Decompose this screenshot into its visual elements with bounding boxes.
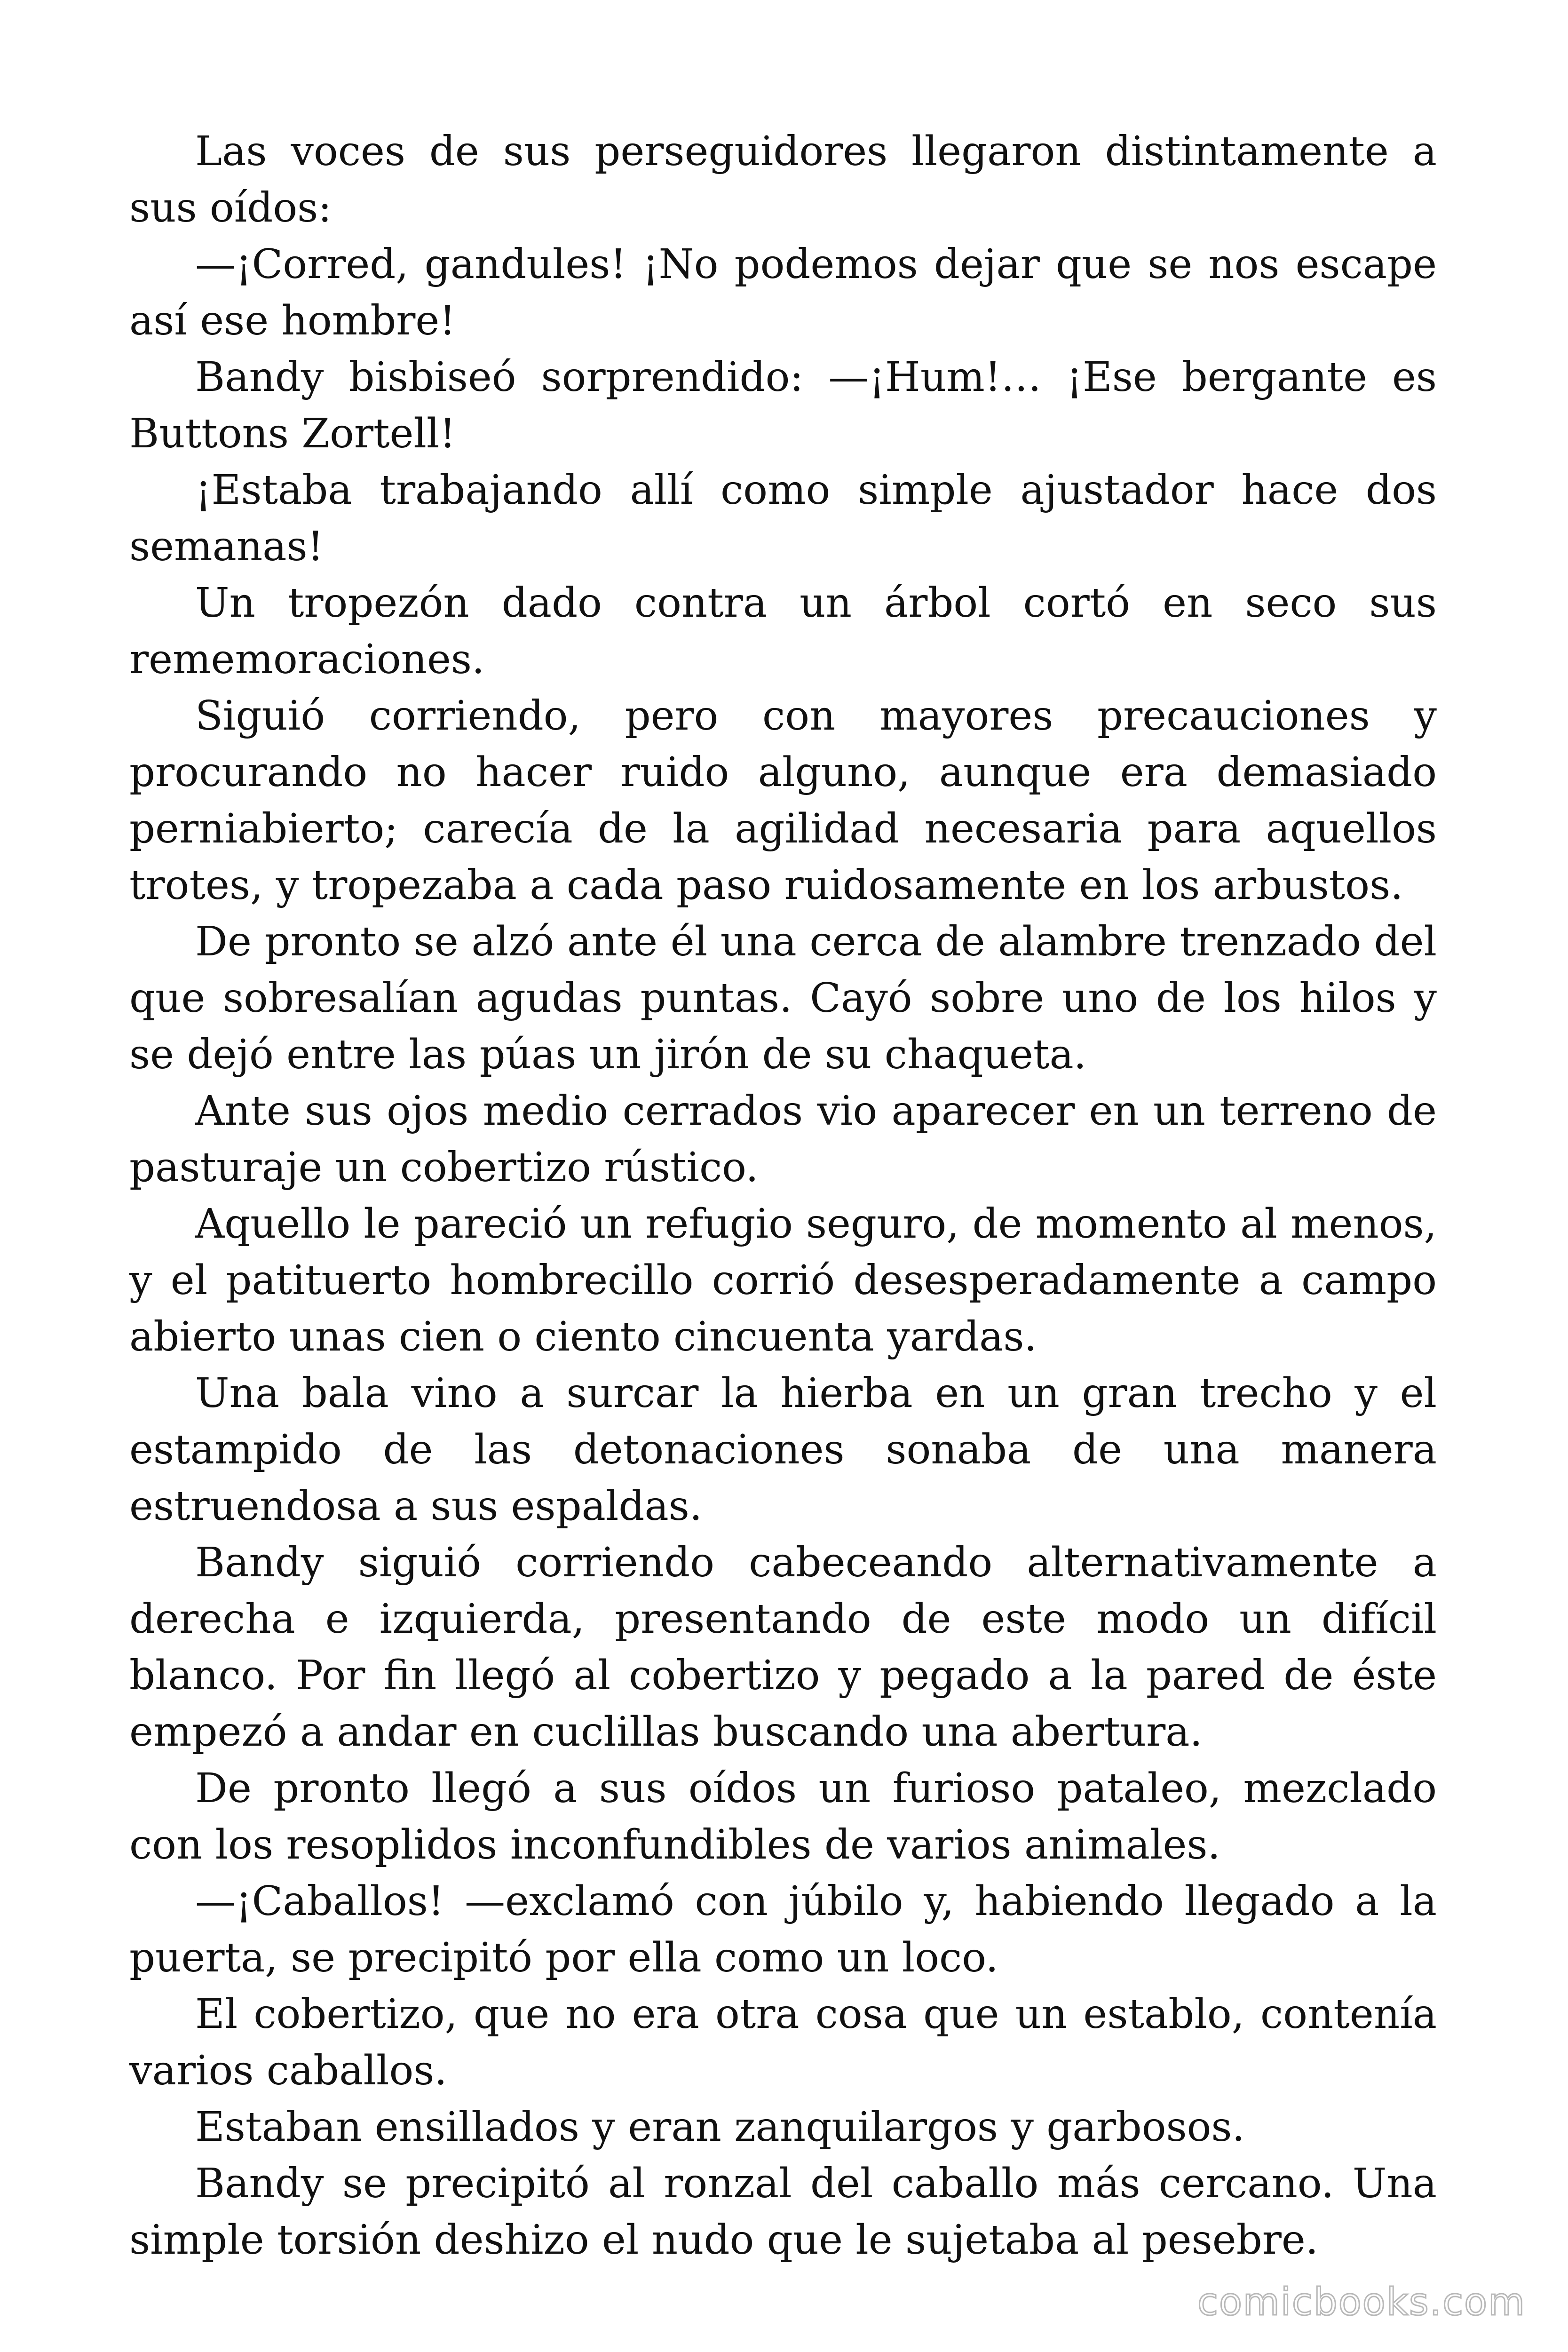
paragraph-6: Siguió corriendo, pero con mayores precauciones y procurando no hacer ruido alguno, aunque era demasiado perniabierto; carecía de la agilidad necesaria para aquellos trotes, y tropezaba a cada paso ruidosamente en los arbustos. [129, 692, 1437, 909]
paragraph-7: De pronto se alzó ante él una cerca de alambre trenzado del que sobresalían agudas puntas. Cayó sobre uno de los hilos y se dejó entre las púas un jirón de su chaqueta. [129, 918, 1437, 1078]
paragraph-15: Estaban ensillados y eran zanquilargos y garbosos. [195, 2104, 1245, 2151]
paragraph-12: De pronto llegó a sus oídos un furioso pataleo, mezclado con los resoplidos inconfundibles de varios animales. [129, 1765, 1437, 1868]
paragraph-13: —¡Caballos! —exclamó con júbilo y, habiendo llegado a la puerta, se precipitó por ella como un loco. [129, 1878, 1437, 1981]
paragraph-9: Aquello le pareció un refugio seguro, de momento al menos, y el patituerto hombrecillo corrió desesperadamente a campo abierto unas cien o ciento cincuenta yardas. [129, 1200, 1437, 1360]
page-body [129, 123, 1437, 2268]
paragraph-16: Bandy se precipitó al ronzal del caballo más cercano. Una simple torsión deshizo el nudo que le sujetaba al pesebre. [129, 2160, 1437, 2264]
paragraph-5: Un tropezón dado contra un árbol cortó en seco sus rememoraciones. [129, 580, 1437, 683]
paragraph-10: Una bala vino a surcar la hierba en un gran trecho y el estampido de las detonaciones sonaba de una manera estruendosa a sus espaldas. [129, 1370, 1437, 1530]
paragraph-11: Bandy siguió corriendo cabeceando alternativamente a derecha e izquierda, presentando de este modo un difícil blanco. Por fin llegó al cobertizo y pegado a la pared de éste empezó a andar en cuclillas buscando una abertura. [129, 1539, 1437, 1756]
paragraph-3: Bandy bisbiseó sorprendido: —¡Hum!… ¡Ese bergante es Buttons Zortell! [129, 354, 1437, 457]
paragraph-1: Las voces de sus perseguidores llegaron distintamente a sus oídos: [129, 128, 1437, 231]
watermark: comicbooks.com [1197, 2280, 1526, 2324]
paragraph-2: —¡Corred, gandules! ¡No podemos dejar que se nos escape así ese hombre! [129, 241, 1437, 344]
paragraph-8: Ante sus ojos medio cerrados vio aparecer en un terreno de pasturaje un cobertizo rústico. [129, 1088, 1437, 1191]
paragraph-4: ¡Estaba trabajando allí como simple ajustador hace dos semanas! [129, 467, 1437, 570]
paragraph-14: El cobertizo, que no era otra cosa que un establo, contenía varios caballos. [129, 1991, 1437, 2094]
